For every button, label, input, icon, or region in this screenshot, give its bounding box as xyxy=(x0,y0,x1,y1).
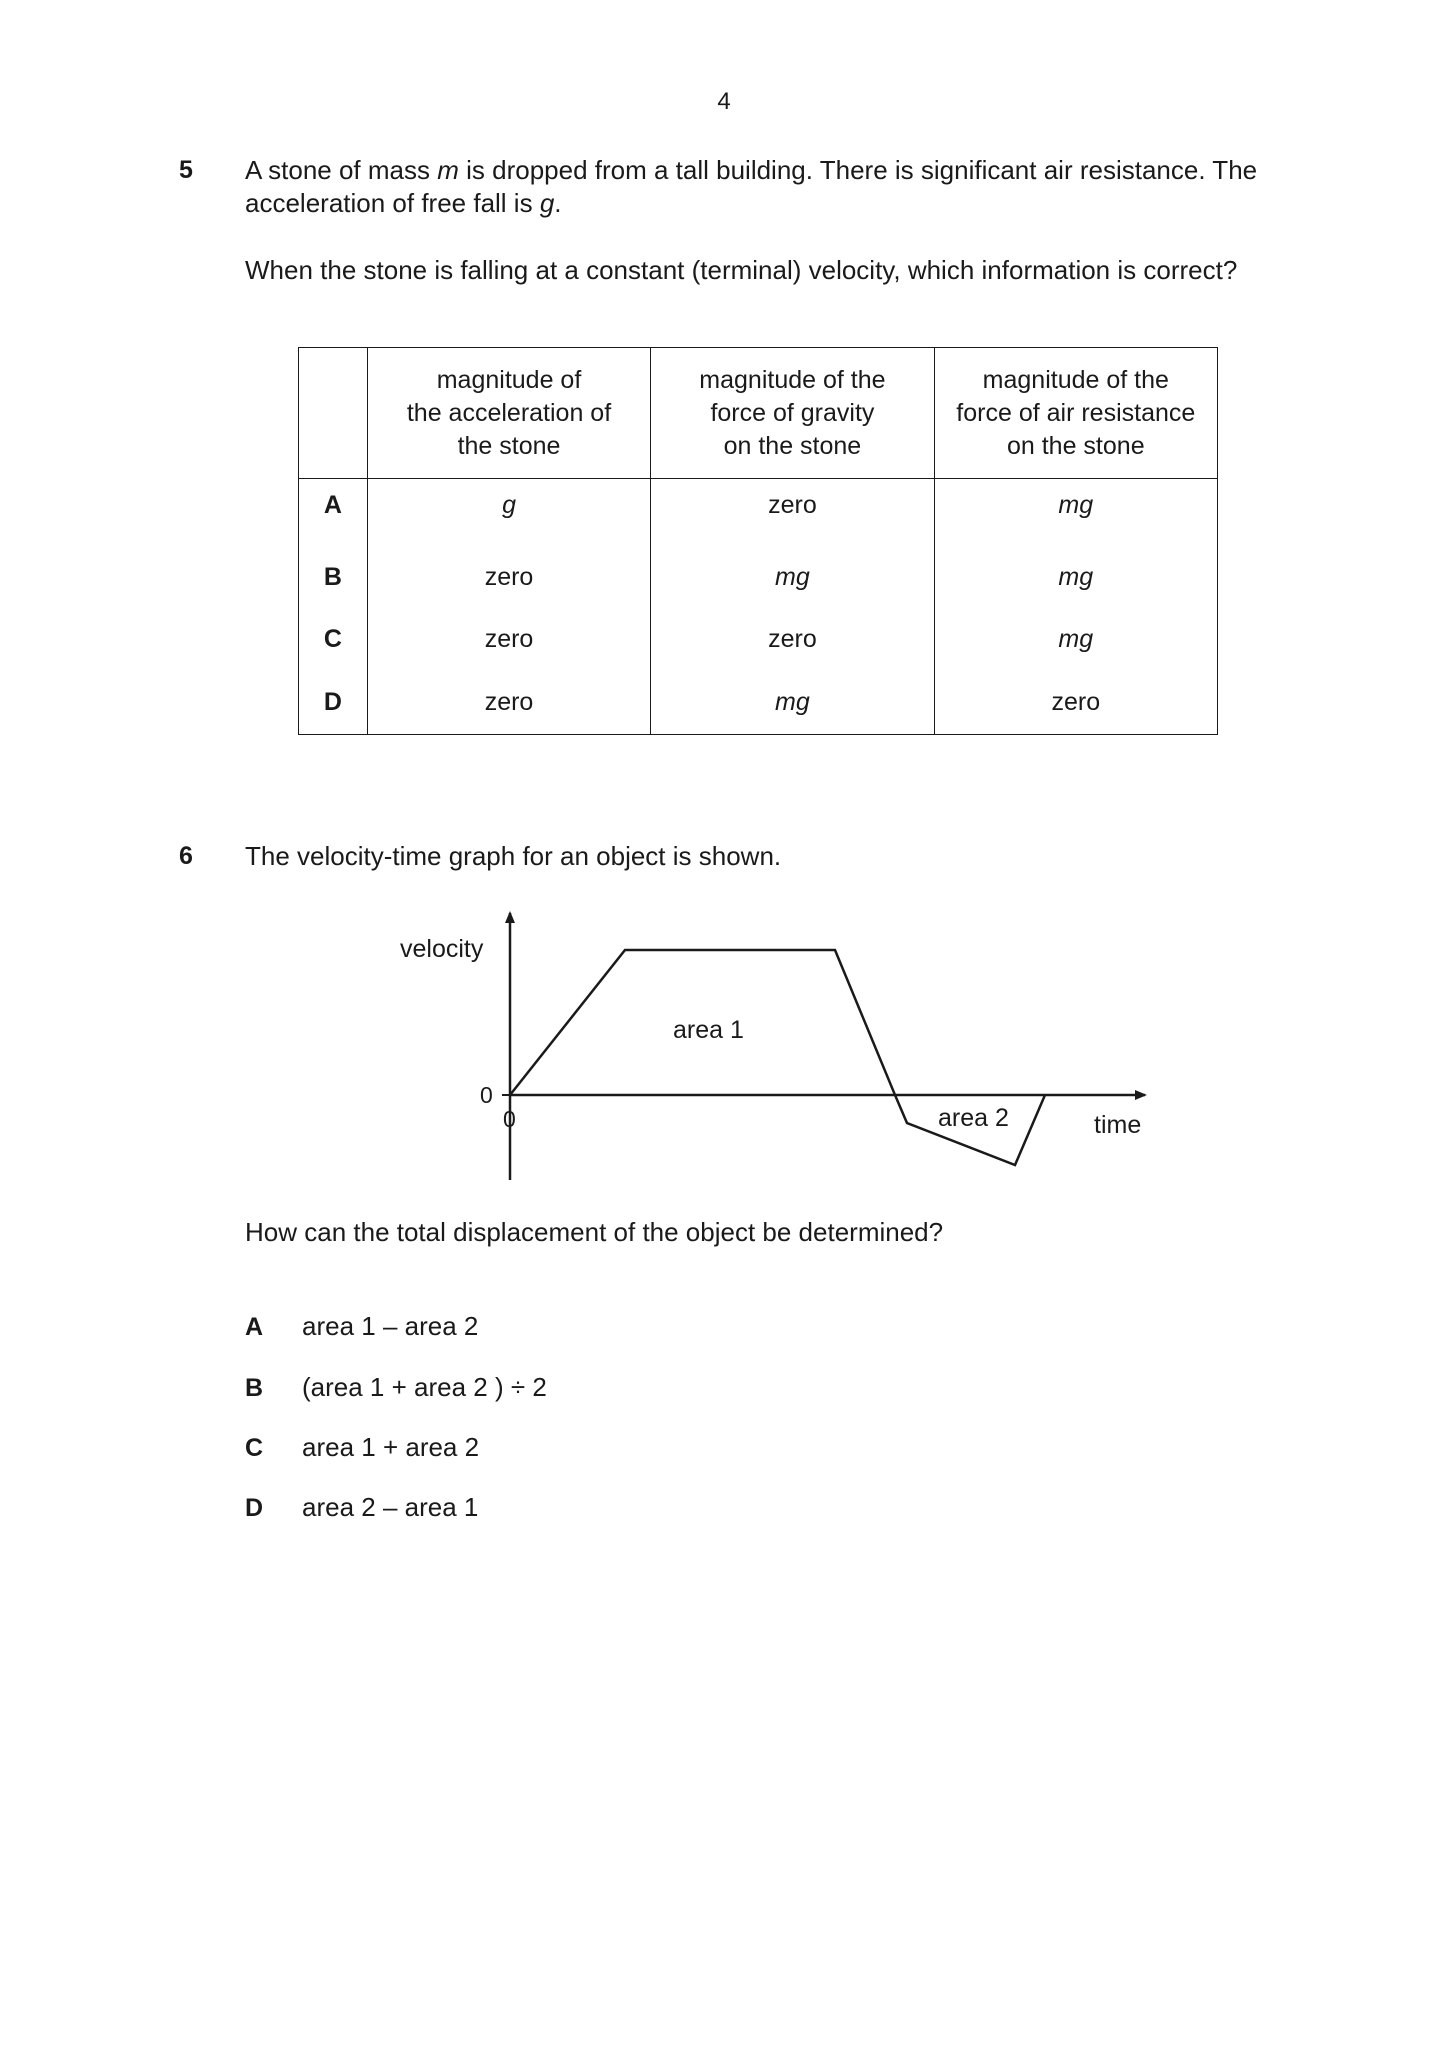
option-a-letter: A xyxy=(245,1313,264,1341)
header-gravity: magnitude of the force of gravity on the stone xyxy=(651,348,934,479)
table-row xyxy=(299,479,1218,547)
option-d-text: area 2 – area 1 xyxy=(302,1492,479,1522)
table-row xyxy=(299,547,1218,609)
option-c-letter: C xyxy=(245,1434,264,1462)
question-5-prompt: When the stone is falling at a constant (terminal) velocity, which information is correct? xyxy=(245,255,1238,285)
option-c-text: area 1 + area 2 xyxy=(302,1432,480,1462)
velocity-origin-label: 0 xyxy=(480,1082,493,1108)
table-row xyxy=(299,671,1218,735)
question-6-number: 6 xyxy=(179,842,193,870)
air-resistance-cell: mg xyxy=(934,479,1217,547)
row-letter: D xyxy=(299,671,368,735)
acceleration-cell: zero xyxy=(367,671,650,735)
option-b-text: (area 1 + area 2 ) ÷ 2 xyxy=(302,1372,547,1402)
page-number: 4 xyxy=(717,88,731,115)
question-6-intro: The velocity-time graph for an object is shown. xyxy=(245,841,782,871)
question-5-intro xyxy=(245,154,1345,220)
gravity-cell: zero xyxy=(651,479,934,547)
gravity-cell: mg xyxy=(651,547,934,609)
velocity-time-graph xyxy=(380,895,1160,1195)
answer-table-header-row xyxy=(299,348,1218,479)
question-5-intro-line-1: A stone of mass m is dropped from a tall building. There is significant air resistance. The xyxy=(245,155,1258,185)
acceleration-cell: zero xyxy=(367,547,650,609)
header-blank-cell xyxy=(299,348,368,479)
air-resistance-cell: mg xyxy=(934,609,1217,671)
velocity-axis-label: velocity xyxy=(400,935,484,963)
question-6-prompt: How can the total displacement of the object be determined? xyxy=(245,1217,944,1247)
option-a-text: area 1 – area 2 xyxy=(302,1311,479,1341)
area-2-label: area 2 xyxy=(938,1104,1009,1132)
air-resistance-cell: zero xyxy=(934,671,1217,735)
time-axis-label: time xyxy=(1094,1111,1142,1139)
question-5-intro-line-2: acceleration of free fall is g. xyxy=(245,188,562,218)
gravity-symbol: g xyxy=(539,188,555,218)
row-letter: B xyxy=(299,547,368,609)
area-1-label: area 1 xyxy=(673,1016,744,1044)
time-origin-label: 0 xyxy=(503,1106,516,1132)
table-row xyxy=(299,609,1218,671)
acceleration-cell: g xyxy=(367,479,650,547)
air-resistance-cell: mg xyxy=(934,547,1217,609)
row-letter: A xyxy=(299,479,368,547)
option-b-letter: B xyxy=(245,1374,264,1402)
header-acceleration: magnitude of the acceleration of the stone xyxy=(367,348,650,479)
question-5-number: 5 xyxy=(179,156,193,184)
row-letter: C xyxy=(299,609,368,671)
mass-symbol: m xyxy=(437,155,459,185)
header-air-resistance: magnitude of the force of air resistance on the stone xyxy=(934,348,1217,479)
option-d-letter: D xyxy=(245,1494,264,1522)
gravity-cell: mg xyxy=(651,671,934,735)
gravity-cell: zero xyxy=(651,609,934,671)
answer-table xyxy=(298,347,1218,735)
acceleration-cell: zero xyxy=(367,609,650,671)
